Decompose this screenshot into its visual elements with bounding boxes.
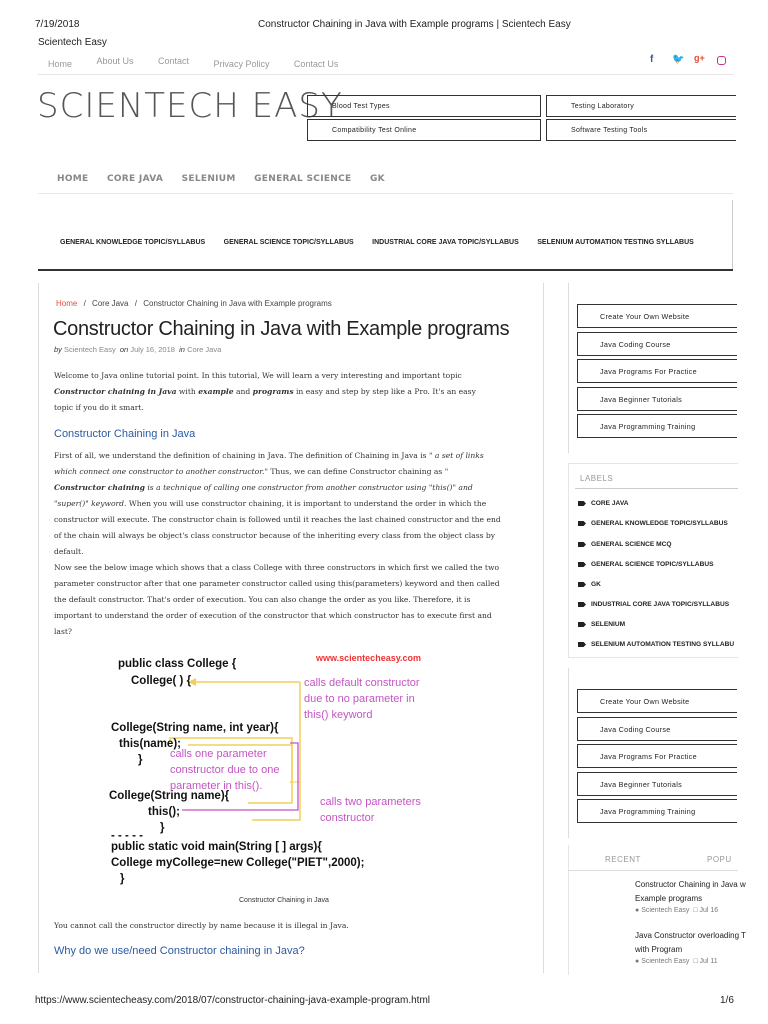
- tab-recent[interactable]: RECENT: [605, 855, 641, 864]
- p1-quote: "super()" keyword.: [54, 499, 127, 508]
- subnav-general-science[interactable]: GENERAL SCIENCE TOPIC/SYLLABUS: [223, 239, 354, 246]
- code-line: College myCollege=new College("PIET",2000);: [111, 857, 365, 869]
- recent-post-title[interactable]: Example programs: [635, 894, 703, 903]
- label-text: GENERAL SCIENCE MCQ: [591, 541, 672, 548]
- label-selenium-syllabus[interactable]: [578, 641, 734, 648]
- code-line: public static void main(String [ ] args){: [111, 841, 322, 853]
- label-text: GENERAL SCIENCE TOPIC/SYLLABUS: [591, 561, 714, 568]
- intro-line: Welcome to Java online tutorial point. In this tutorial, We will learn a very interesting and important topic: [54, 371, 462, 380]
- top-nav-contact[interactable]: Contact: [157, 56, 189, 66]
- nav-core-java[interactable]: CORE JAVA: [106, 174, 164, 184]
- recent-post-date: Jul 16: [699, 907, 719, 914]
- breadcrumb-current: Constructor Chaining in Java with Example programs: [143, 299, 332, 308]
- intro-text: in easy and step by step like a Pro. It's an easy: [293, 387, 476, 396]
- subnav-divider: [38, 269, 733, 271]
- article-meta: [54, 345, 221, 354]
- print-url: https://www.scientecheasy.com/2018/07/constructor-chaining-java-example-program.html: [35, 995, 430, 1006]
- user-icon: ●: [635, 907, 640, 914]
- sidebar-ad-website[interactable]: Create Your Own Website: [577, 304, 737, 328]
- intro-keyword: example: [198, 387, 234, 396]
- header-ad-software-testing[interactable]: Software Testing Tools: [546, 119, 736, 141]
- note-line: calls two parameters: [320, 796, 421, 808]
- label-text: SELENIUM: [591, 621, 626, 628]
- tag-icon: [578, 642, 586, 647]
- recent-post-date: Jul 11: [699, 958, 718, 965]
- intro-paragraph: [54, 368, 524, 416]
- tag-icon: [578, 622, 586, 627]
- calendar-icon: □: [693, 958, 698, 965]
- note-one-parameter: [170, 746, 279, 794]
- site-logo[interactable]: SCIENTECH EASY: [37, 86, 343, 126]
- note-line: calls one parameter: [170, 748, 267, 760]
- nav-gk[interactable]: GK: [369, 174, 385, 184]
- definition-paragraph: [54, 448, 524, 560]
- top-nav-contact-us[interactable]: Contact Us: [293, 59, 339, 69]
- note-line: due to no parameter in: [304, 693, 415, 705]
- top-nav-home[interactable]: Home: [48, 59, 73, 69]
- p1-text: First of all, we understand the definition of chaining in Java. The definition of Chaining in Java is ": [54, 451, 433, 460]
- label-selenium[interactable]: [578, 621, 625, 628]
- code-line: }: [160, 822, 165, 834]
- sidebar-ad-beginner-2[interactable]: Java Beginner Tutorials: [577, 772, 737, 796]
- instagram-icon[interactable]: [717, 56, 726, 65]
- recent-post-title[interactable]: Java Constructor overloading T: [635, 931, 747, 940]
- breadcrumb-sep: /: [83, 299, 86, 308]
- header-ad-compat-test[interactable]: Compatibility Test Online: [307, 119, 541, 141]
- order-paragraph: [54, 560, 524, 640]
- code-line: College(String name, int year){: [111, 722, 279, 734]
- code-line: College( ) {: [131, 675, 192, 687]
- sidebar-ad-programs[interactable]: Java Programs For Practice: [577, 359, 737, 383]
- p1-quote: is a technique of calling one constructor from another constructor using "this()" and: [144, 483, 473, 492]
- content-left-border: [38, 283, 39, 973]
- constructor-chaining-diagram: [100, 648, 440, 890]
- note-line: calls default constructor: [304, 677, 420, 689]
- label-text: GK: [591, 581, 601, 588]
- mainnav-divider: [38, 193, 733, 194]
- p1-line: default.: [54, 547, 84, 556]
- nav-general-science[interactable]: GENERAL SCIENCE: [254, 174, 352, 184]
- recent-post-title[interactable]: Constructor Chaining in Java w: [635, 880, 746, 889]
- topnav-divider: [38, 74, 733, 75]
- sidebar-ad-beginner[interactable]: Java Beginner Tutorials: [577, 387, 737, 411]
- code-line: public class College {: [118, 658, 237, 670]
- p1-quote: which connect one constructor to another constructor.": [54, 467, 268, 476]
- recent-tabs-divider: [568, 870, 738, 871]
- sidebar-border: [568, 283, 569, 453]
- label-gk-syllabus[interactable]: [578, 520, 728, 527]
- user-icon: ●: [635, 958, 640, 965]
- main-nav: [57, 168, 399, 186]
- code-line: this(name);: [119, 738, 181, 750]
- p1-text: Thus, we can define Constructor chaining as ": [267, 467, 449, 476]
- recent-post-author: Scientech Easy: [641, 958, 690, 965]
- page-title: Constructor Chaining in Java with Example programs: [53, 318, 510, 340]
- code-line: this();: [148, 806, 180, 818]
- p2-line: the default constructor. That's order of execution. You can also change the order as you like. Therefore, it is: [54, 595, 471, 604]
- tag-icon: [578, 521, 586, 526]
- tag-icon: [578, 501, 586, 506]
- facebook-icon[interactable]: f: [650, 54, 654, 65]
- breadcrumb-sep: /: [134, 299, 137, 308]
- p2-line: parameter constructor after that one parameter constructor called using this(parameters) keyword and then called: [54, 579, 500, 588]
- note-two-parameters: [320, 794, 421, 826]
- p1-quote: a set of links: [432, 451, 484, 460]
- print-date: 7/19/2018: [35, 19, 80, 30]
- twitter-icon[interactable]: 🐦: [672, 54, 685, 65]
- sub-nav: [60, 231, 708, 249]
- tag-icon: [578, 562, 586, 567]
- top-nav: [48, 54, 358, 72]
- note-line: this() keyword: [304, 709, 373, 721]
- subnav-gk[interactable]: GENERAL KNOWLEDGE TOPIC/SYLLABUS: [60, 239, 206, 246]
- diagram-watermark: www.scientecheasy.com: [316, 653, 422, 663]
- meta-date[interactable]: July 16, 2018: [130, 345, 175, 354]
- tag-icon: [578, 582, 586, 587]
- code-line: - - - - -: [111, 830, 143, 842]
- note-line: parameter in this().: [170, 780, 263, 792]
- tag-icon: [578, 542, 586, 547]
- figure-caption: Constructor Chaining in Java: [239, 897, 329, 904]
- sidebar-ad-training-2[interactable]: Java Programming Training: [577, 799, 737, 823]
- p2-line: Now see the below image which shows that a class College with three constructors in which first we called the two: [54, 563, 500, 572]
- label-science-mcq[interactable]: [578, 541, 671, 548]
- label-text: INDUSTRIAL CORE JAVA TOPIC/SYLLABUS: [591, 601, 730, 608]
- recent-post-author: Scientech Easy: [641, 907, 690, 914]
- intro-text: with: [176, 387, 199, 396]
- label-text: GENERAL KNOWLEDGE TOPIC/SYLLABUS: [591, 520, 728, 527]
- top-nav-privacy[interactable]: Privacy Policy: [213, 59, 270, 69]
- labels-title: LABELS: [580, 474, 614, 483]
- tab-popular[interactable]: POPU: [707, 855, 732, 864]
- p1-line: constructor will execute. The constructor chain is followed until it reaches the last chained constructor and the end: [54, 515, 501, 524]
- p1-line: of the chain will always be object's class constructor because of the inheriting every class from the object class by: [54, 531, 496, 540]
- recent-post-1[interactable]: [635, 878, 746, 914]
- note-line: constructor due to one: [170, 764, 280, 776]
- sidebar-ad-coding-2[interactable]: Java Coding Course: [577, 717, 737, 741]
- content-right-border: [543, 283, 544, 973]
- print-page-title: Constructor Chaining in Java with Example programs | Scientech Easy: [258, 19, 571, 30]
- site-name: Scientech Easy: [38, 37, 107, 48]
- label-gk[interactable]: [578, 581, 601, 588]
- breadcrumb-section[interactable]: Core Java: [92, 299, 129, 308]
- meta-on: on: [119, 345, 129, 354]
- nav-selenium[interactable]: SELENIUM: [181, 174, 236, 184]
- header-ad-blood-test[interactable]: Blood Test Types: [307, 95, 541, 117]
- intro-keyword: programs: [252, 387, 294, 396]
- section-heading-why: Why do we use/need Constructor chaining in Java?: [54, 945, 305, 957]
- recent-post-2[interactable]: [635, 929, 746, 965]
- top-nav-about[interactable]: About Us: [96, 56, 134, 66]
- labels-divider: [575, 488, 738, 489]
- subnav-industrial-java[interactable]: INDUSTRIAL CORE JAVA TOPIC/SYLLABUS: [372, 239, 519, 246]
- label-text: SELENIUM AUTOMATION TESTING SYLLABU: [591, 641, 735, 648]
- nav-home[interactable]: HOME: [57, 174, 89, 184]
- p2-line: last?: [54, 627, 72, 636]
- code-line: }: [138, 754, 143, 766]
- sidebar-ad-training[interactable]: Java Programming Training: [577, 414, 737, 438]
- google-plus-icon[interactable]: g+: [694, 53, 705, 63]
- section-heading: Constructor Chaining in Java: [54, 428, 196, 440]
- breadcrumb: [56, 299, 332, 308]
- intro-keyword: Constructor chaining in Java: [54, 387, 177, 396]
- note-default-constructor: [304, 675, 420, 723]
- p1-text: When you will use constructor chaining, it is important to understand the order in which the: [126, 499, 487, 508]
- code-line: }: [120, 873, 125, 885]
- intro-line: topic if you do it smart.: [54, 403, 144, 412]
- print-page-number: 1/6: [720, 995, 734, 1006]
- meta-by: by: [54, 345, 62, 354]
- meta-author[interactable]: Scientech Easy: [64, 345, 116, 354]
- calendar-icon: □: [693, 907, 698, 914]
- sidebar-ad-website-2[interactable]: Create Your Own Website: [577, 689, 737, 713]
- recent-post-title[interactable]: with Program: [635, 945, 683, 954]
- sidebar-border-2: [568, 668, 569, 838]
- sidebar-ad-programs-2[interactable]: Java Programs For Practice: [577, 744, 737, 768]
- subnav-selenium[interactable]: SELENIUM AUTOMATION TESTING SYLLABUS: [537, 239, 694, 246]
- code-line: College(String name){: [109, 790, 230, 802]
- label-text: CORE JAVA: [591, 500, 629, 507]
- header-ad-testing-lab[interactable]: Testing Laboratory: [546, 95, 736, 117]
- meta-in: in: [179, 345, 185, 354]
- intro-text: and: [233, 387, 253, 396]
- after-figure-text: You cannot call the constructor directly by name because it is illegal in Java.: [54, 921, 349, 930]
- note-line: constructor: [320, 812, 375, 824]
- subnav-right-border: [732, 200, 733, 270]
- tag-icon: [578, 602, 586, 607]
- label-science-syllabus[interactable]: [578, 561, 714, 568]
- breadcrumb-home[interactable]: Home: [56, 299, 78, 308]
- label-core-java[interactable]: [578, 500, 629, 507]
- p1-keyword: Constructor chaining: [54, 483, 145, 492]
- label-industrial-java[interactable]: [578, 601, 729, 608]
- meta-category[interactable]: Core Java: [187, 345, 222, 354]
- p2-line: important to understand the order of execution of the constructor that which constructor has to execute first and: [54, 611, 492, 620]
- sidebar-ad-coding[interactable]: Java Coding Course: [577, 332, 737, 356]
